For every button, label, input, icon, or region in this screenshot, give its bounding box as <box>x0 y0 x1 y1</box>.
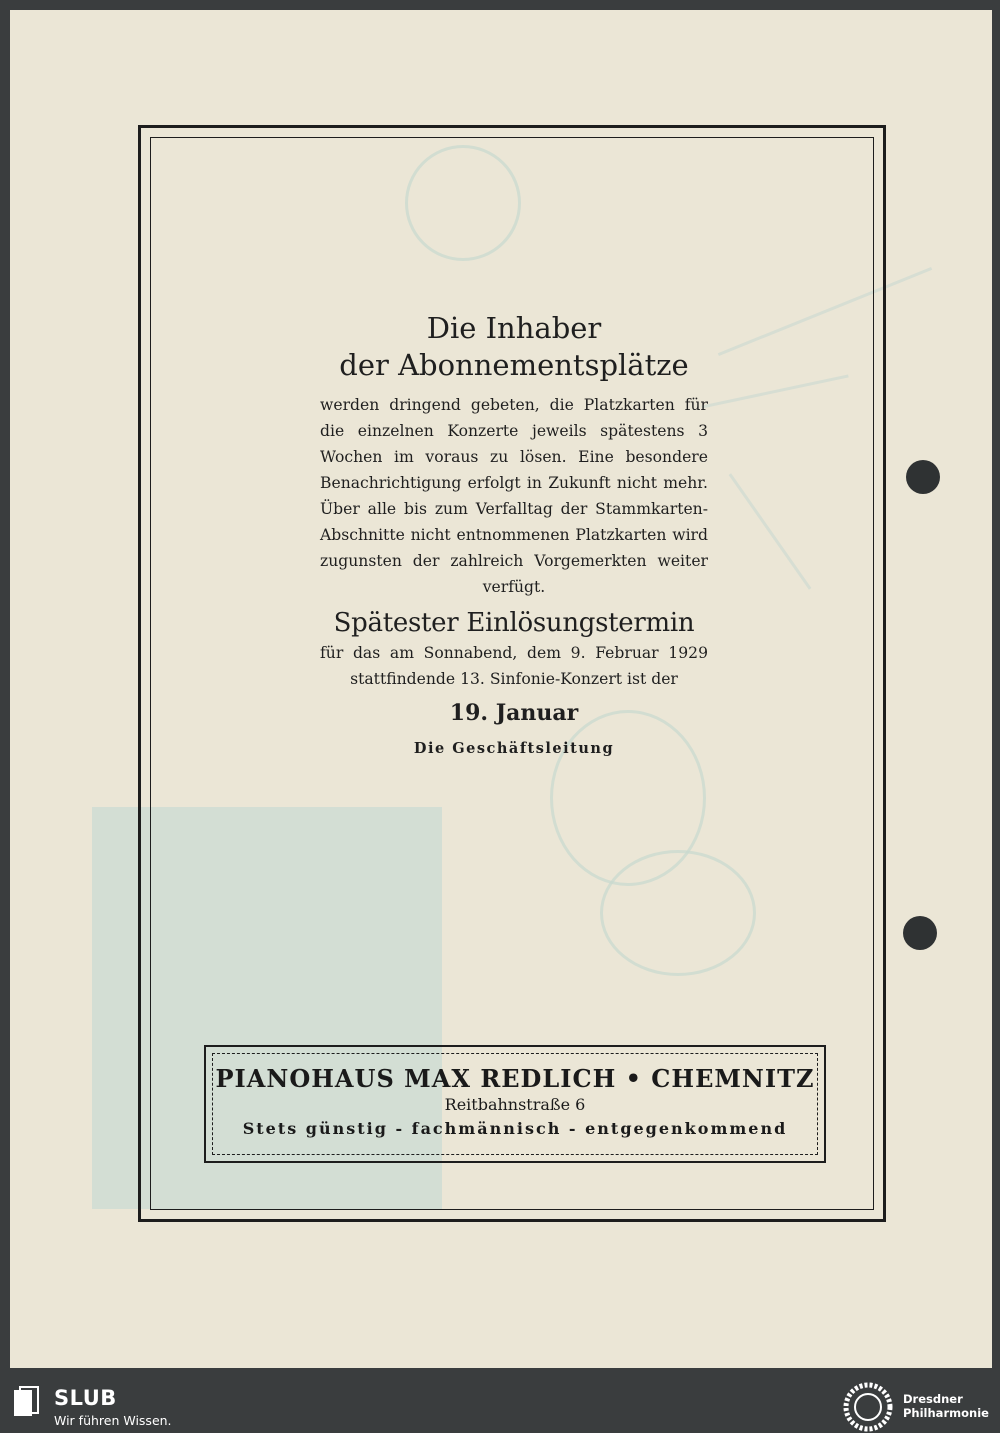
notice-title-line1: Die Inhaber <box>426 311 602 345</box>
advert-inner <box>212 1053 818 1155</box>
advert-address: Reitbahnstraße 6 <box>444 1095 586 1114</box>
advert-slogan: Stets günstig - fachmännisch - entgegenkommend <box>242 1119 788 1138</box>
partner-name <box>903 1392 989 1420</box>
dresdner-philharmonie-logo-icon[interactable] <box>843 1382 893 1432</box>
slub-brand[interactable]: SLUB <box>54 1386 117 1410</box>
viewer-footer <box>0 1380 1000 1433</box>
deadline-heading: Spätester Einlösungstermin <box>333 608 695 638</box>
deadline-detail: für das am Sonnabend, dem 9. Februar 1929 stattfindende 13. Sinfonie-Konzert ist der <box>320 644 708 688</box>
partner-name-line1: Dresdner <box>903 1392 963 1406</box>
notice-title-line2: der Abonnementsplätze <box>339 348 689 382</box>
signature: Die Geschäftsleitung <box>413 740 615 757</box>
punch-hole <box>906 460 940 494</box>
advert-name: PIANOHAUS MAX REDLICH • CHEMNITZ <box>215 1064 815 1093</box>
scanned-page <box>10 10 992 1368</box>
punch-hole <box>903 916 937 950</box>
partner-name-line2: Philharmonie <box>903 1406 989 1420</box>
slub-logo-icon[interactable] <box>12 1386 40 1420</box>
advert-box <box>204 1045 826 1163</box>
slub-tagline: Wir führen Wissen. <box>54 1413 172 1428</box>
deadline-date: 19. Januar <box>449 700 579 726</box>
notice-block <box>320 310 708 757</box>
notice-body: werden dringend gebeten, die Platzkarten für die einzelnen Konzerte jeweils spätestens 3 Wochen im voraus zu lösen. Eine besondere Benachrichtigung erfolgt in Zukunft nicht mehr. Über alle bis zum Verfalltag der Stammkarten-Abschnitte nicht entnommenen Platzkarten wird zugunsten der zahlreich Vorgemerkten weiter verfügt. <box>320 396 708 596</box>
